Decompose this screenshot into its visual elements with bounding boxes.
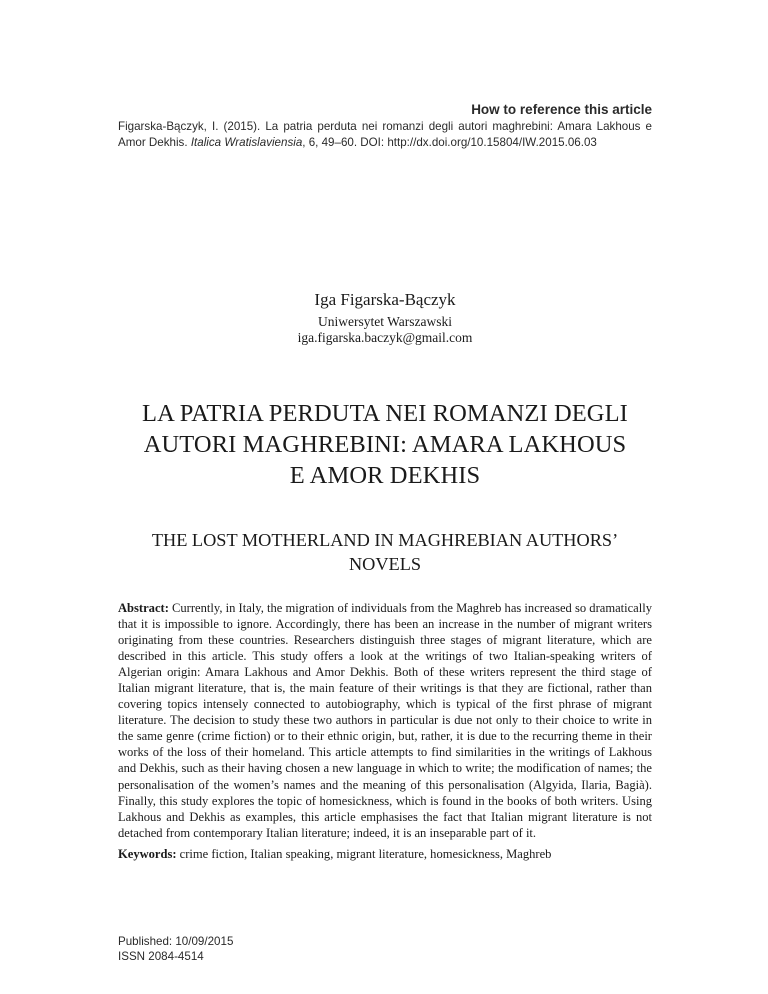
reference-heading: How to reference this article: [471, 102, 652, 117]
reference-block: [118, 101, 652, 151]
citation-text-end: , 6, 49–60. DOI: http://dx.doi.org/10.15804/IW.2015.06.03: [302, 136, 597, 149]
keywords-label: Keywords:: [118, 847, 177, 861]
author-name: Iga Figarska-Bączyk: [314, 290, 456, 309]
article-subtitle: [118, 528, 652, 576]
reference-citation: [118, 119, 652, 151]
publication-footer: [118, 935, 233, 964]
title-line-3: E AMOR DEKHIS: [289, 462, 481, 489]
abstract-label: Abstract:: [118, 601, 169, 615]
abstract-text: Currently, in Italy, the migration of individuals from the Maghreb has increased so dramatically that it is impossible to ignore. Accordingly, there has been an increase in the number of migrant writers originating from these countries. Researchers distinguish three stages of migrant literature, which are described in this article. This study offers a look at the writings of two Italian-speaking writers of Algerian origin: Amara Lakhous and Amor Dekhis. Both of these writers represent the third stage of Italian migrant literature, that is, the main feature of their writings is that they are fictional, rather than covering topics intensely connected to autobiography, which is typical of the first phrase of migrant literature. The decision to study these two authors in particular is due not only to their choice to write in the same genre (crime fiction) or to their ethnic origin, but, rather, it is due to the recurring theme in their works of the loss of their homeland. This article attempts to find similarities in the writings of Lakhous and Dekhis, such as their having chosen a new language in which to write; the modification of names; the personalisation of the women’s names and the meaning of this personalisation (Algyida, Ilaria, Bagià). Finally, this study explores the topic of homesickness, which is found in the books of both writers. Using Lakhous and Dekhis as examples, this article emphasises the fact that Italian migrant literature is not detached from contemporary Italian literature; indeed, it is an inseparable part of it.: [118, 601, 652, 840]
citation-text-start: Figarska-Bączyk, I. (2015). La patria perduta nei romanzi degli autori maghrebini: Amara Lakhous e Amor Dekhis.: [118, 120, 652, 149]
keywords-text: crime fiction, Italian speaking, migrant literature, homesickness, Maghreb: [176, 847, 552, 861]
published-date: Published: 10/09/2015: [118, 935, 234, 948]
title-line-2: AUTORI MAGHREBINI: AMARA LAKHOUS: [143, 431, 627, 458]
author-email: iga.figarska.baczyk@gmail.com: [297, 330, 473, 345]
keywords: [118, 846, 652, 862]
author-affiliation: Uniwersytet Warszawski: [317, 314, 452, 329]
title-line-1: LA PATRIA PERDUTA NEI ROMANZI DEGLI: [142, 400, 628, 427]
author-block: [118, 290, 652, 346]
article-title: [118, 398, 652, 491]
issn: ISSN 2084-4514: [118, 949, 204, 963]
abstract: [118, 600, 652, 841]
subtitle-line-2: NOVELS: [348, 554, 422, 574]
subtitle-line-1: THE LOST MOTHERLAND IN MAGHREBIAN AUTHORS’: [151, 530, 619, 550]
journal-name: Italica Wratislaviensia: [190, 136, 303, 149]
